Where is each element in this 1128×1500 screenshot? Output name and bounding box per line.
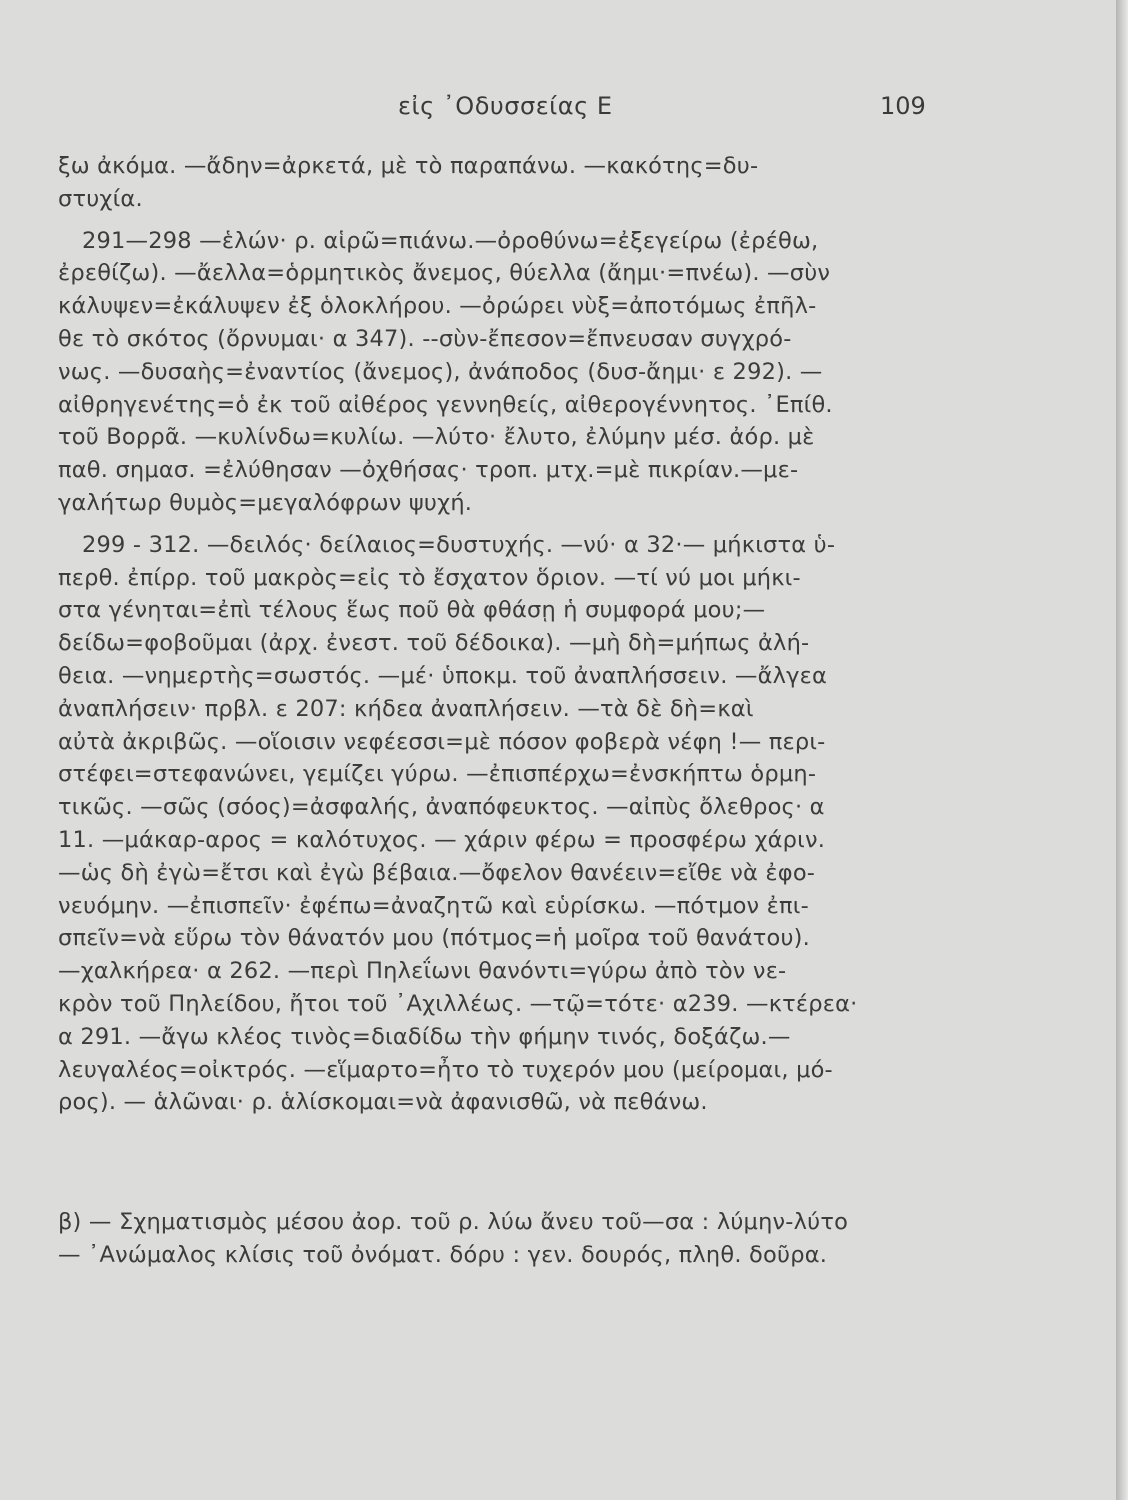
text-line: αὐτὰ ἀκριβῶς. —οἵοισιν νεφέεσσι=μὲ πόσον φοβερὰ νέφη !— περι- <box>58 728 826 755</box>
text-line: τοῦ Βορρᾶ. —κυλίνδω=κυλίω. —λύτο· ἔλυτο, ἐλύμην μέσ. ἀόρ. μὲ <box>58 424 815 451</box>
text-line: νως. —δυσαὴς=ἐναντίος (ἄνεμος), ἀνάποδος (δυσ-ἄημι· ε 292). — <box>58 358 823 385</box>
running-header: εἰς ᾿Οδυσσείας Ε <box>398 92 613 120</box>
text-line: περθ. ἐπίρρ. τοῦ μακρὸς=εἰς τὸ ἔσχατον ὅριον. —τί νύ μοι μήκι- <box>58 564 801 591</box>
text-line: κάλυψεν=ἐκάλυψεν ἐξ ὁλοκλήρου. —ὀρώρει νὺξ=ἀποτόμως ἐπῆλ- <box>58 293 817 320</box>
text-line: αἰθρηγενέτης=ὁ ἐκ τοῦ αἰθέρος γεννηθείς, αἰθερογέννητος. ᾿Επίθ. <box>58 391 833 418</box>
text-line: λευγαλέος=οἰκτρός. —εἵμαρτο=ἦτο τὸ τυχερόν μου (μείρομαι, μό- <box>58 1056 833 1083</box>
commentary-text <box>58 150 964 1119</box>
text-line: ἐρεθίζω). —ἄελλα=ὁρμητικὸς ἄνεμος, θύελλα (ἄημι·=πνέω). —σὺν <box>58 260 831 287</box>
text-line: παθ. σημασ. =ἐλύθησαν —ὀχθήσας· τροπ. μτχ.=μὲ πικρίαν.—με- <box>58 457 799 484</box>
note-line: β) — Σχηματισμὸς μέσου ἀορ. τοῦ ρ. λύω ἄνευ τοῦ—σα : λύμην-λύτο <box>58 1209 849 1235</box>
text-line: α 291. —ἄγω κλέος τινὸς=διαδίδω τὴν φήμην τινός, δοξάζω.— <box>58 1023 791 1050</box>
text-line: —ὡς δὴ ἐγὼ=ἔτσι καὶ ἐγὼ βέβαια.—ὄφελον θανέειν=εἴθε νὰ ἐφο- <box>58 859 816 886</box>
note-line: — ᾿Ανώμαλος κλίσις τοῦ ὀνόματ. δόρυ : γεν. δουρός, πληθ. δοῦρα. <box>58 1241 828 1268</box>
paragraph-1 <box>58 150 964 216</box>
text-line: στέφει=στεφανώνει, γεμίζει γύρω. —ἐπισπέρχω=ἐνσκήπτω ὁρμη- <box>58 761 817 788</box>
text-line: σπεῖν=νὰ εὕρω τὸν θάνατόν μου (πότμος=ἡ μοῖρα τοῦ θανάτου). <box>58 925 811 952</box>
text-line: θε τὸ σκότος (ὄρνυμαι· α 347). --σὺν-ἔπεσον=ἔπνευσαν συγχρό- <box>58 325 792 352</box>
text-line: γαλήτωρ θυμὸς=μεγαλόφρων ψυχή. <box>58 489 473 516</box>
text-line: 291—298 —ἑλών· ρ. αἱρῶ=πιάνω.—ὀροθύνω=ἐξεγείρω (ἐρέθω, <box>82 227 819 254</box>
text-line: —χαλκήρεα· α 262. —περὶ Πηλεΐωνι θανόντι=γύρω ἀπὸ τὸν νε- <box>58 958 787 985</box>
text-line: δείδω=φοβοῦμαι (ἀρχ. ἐνεστ. τοῦ δέδοικα). —μὴ δὴ=μήπως ἀλή- <box>58 630 810 657</box>
paragraph-3 <box>58 529 964 1119</box>
text-line: νευόμην. —ἐπισπεῖν· ἐφέπω=ἀναζητῶ καὶ εὑρίσκω. —πότμον ἐπι- <box>58 892 809 919</box>
text-line: ξω ἀκόμα. —ἄδην=ἀρκετά, μὲ τὸ παραπάνω. —κακότης=δυ- <box>58 153 759 179</box>
paragraph-2 <box>58 225 964 520</box>
text-line: 11. —μάκαρ-αρος = καλότυχος. — χάριν φέρω = προσφέρω χάριν. <box>58 826 826 853</box>
text-line: τικῶς. —σῶς (σόος)=ἀσφαλής, ἀναπόφευκτος. —αἰπὺς ὄλεθρος· α <box>58 794 825 821</box>
text-line: ἀναπλήσειν· πρβλ. ε 207: κήδεα ἀναπλήσειν. —τὰ δὲ δὴ=καὶ <box>58 695 754 722</box>
text-line: ρος). — ἁλῶναι· ρ. ἁλίσκομαι=νὰ ἀφανισθῶ, νὰ πεθάνω. <box>58 1089 708 1116</box>
text-line: θεια. —νημερτὴς=σωστός. —μέ· ὑποκμ. τοῦ ἀναπλήσσειν. —ἄλγεα <box>58 662 828 689</box>
page-edge <box>1116 0 1128 1500</box>
grammar-notes <box>58 1206 964 1272</box>
text-line: κρὸν τοῦ Πηλείδου, ἤτοι τοῦ ᾿Αχιλλέως. —τῷ=τότε· α239. —κτέρεα· <box>58 990 858 1017</box>
text-line: στα γένηται=ἐπὶ τέλους ἕως ποῦ θὰ φθάσῃ ἡ συμφορά μου;— <box>58 597 766 624</box>
text-line: στυχία. <box>58 185 143 212</box>
page-number: 109 <box>880 92 926 120</box>
text-line: 299 - 312. —δειλός· δείλαιος=δυστυχής. —νύ· α 32·— μήκιστα ὑ- <box>82 531 836 558</box>
